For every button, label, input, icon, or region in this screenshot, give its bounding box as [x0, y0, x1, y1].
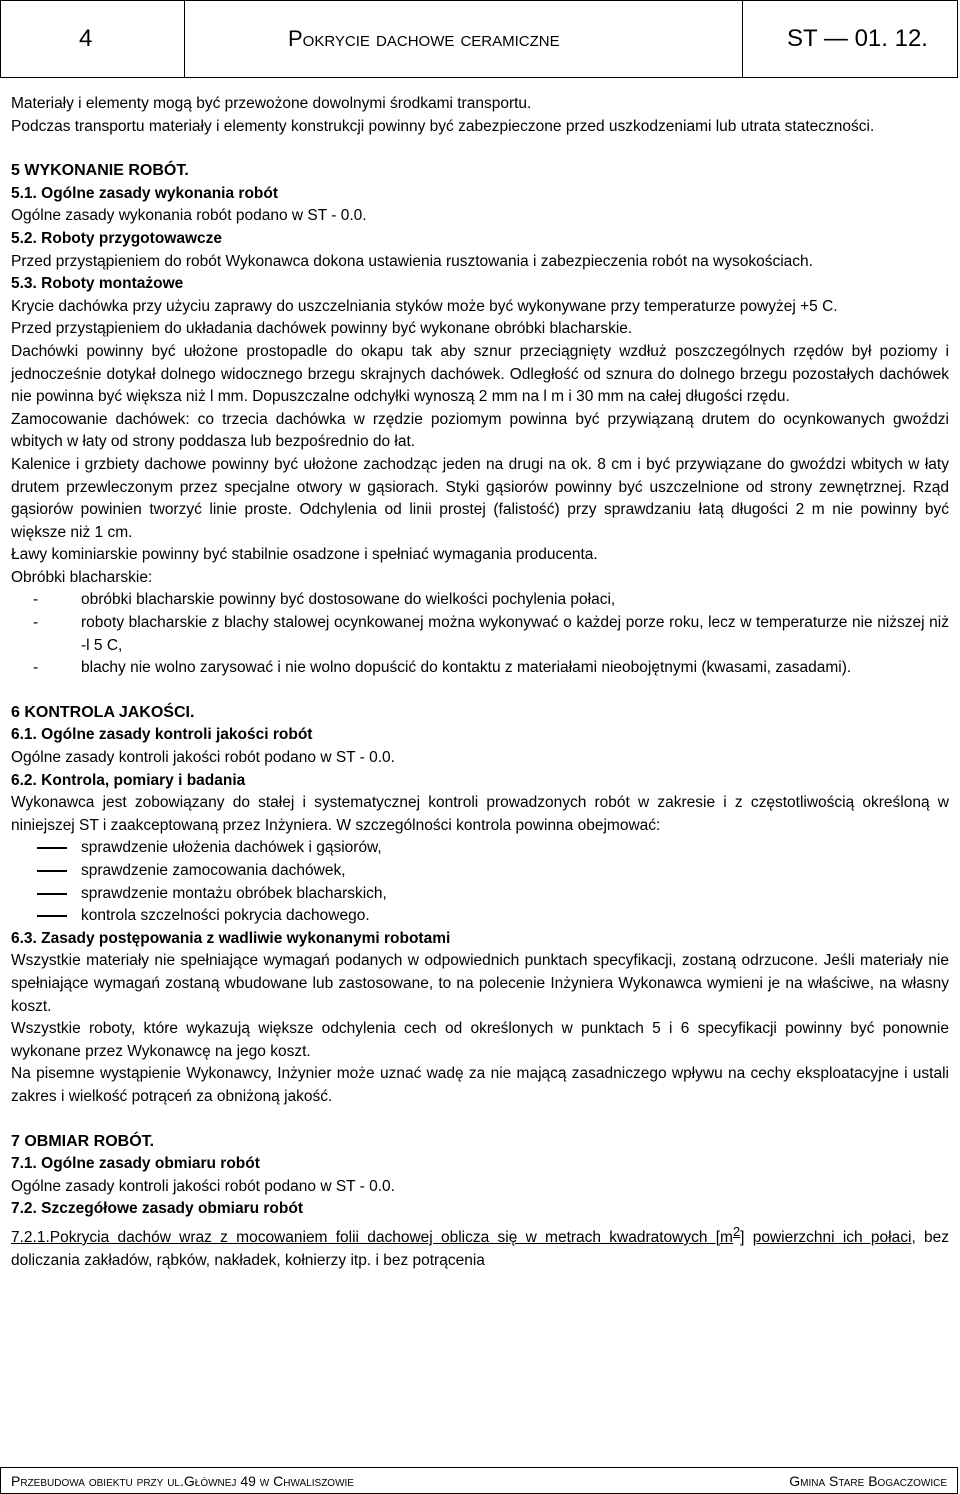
- subsection-heading: 5.1. Ogólne zasady wykonania robót: [11, 184, 279, 202]
- subsection-heading: 7.1. Ogólne zasady obmiaru robót: [11, 1155, 260, 1173]
- subsection-heading: 5.2. Roboty przygotowawcze: [11, 229, 223, 247]
- paragraph: Podczas transportu materiały i elementy konstrukcji powinny być zabezpieczone przed uszkodzeniami lub utrata stateczności.: [11, 117, 875, 135]
- list-item: sprawdzenie zamocowania dachówek,: [11, 860, 949, 883]
- list-item: kontrola szczelności pokrycia dachowego.: [11, 905, 949, 928]
- paragraph: Ławy kominiarskie powinny być stabilnie osadzone i spełniać wymagania producenta.: [11, 546, 598, 564]
- footer-project: Przebudowa obiektu przy ul.Głównej 49 w Chwaliszowie: [11, 1472, 354, 1489]
- section-heading: 6 KONTROLA JAKOŚCI.: [11, 703, 195, 721]
- paragraph: Zamocowanie dachówek: co trzecia dachówka w rzędzie poziomym powinna być przywiązaną drutem do ocynkowanych gwoździ wbitych w łaty od strony poddasza lub bezpośrednio do łat.: [11, 410, 949, 451]
- paragraph: Wszystkie materiały nie spełniające wymagań podanych w odpowiednich punktach specyfikacji, zostaną odrzucone. Jeśli materiały nie spełniające wymagań zostaną wbudowane lub zastosowane, to na polecenie Inżyniera Wykonawca wymieni je na właściwe, na własny koszt.: [11, 952, 949, 1015]
- subsection-heading: 6.3. Zasady postępowania z wadliwie wykonanymi robotami: [11, 929, 451, 947]
- subsection-heading: 6.1. Ogólne zasady kontroli jakości robót: [11, 726, 313, 744]
- list-item: - blachy nie wolno zarysować i nie wolno dopuścić do kontaktu z materiałami nieobojętnymi (kwasami, zasadami).: [33, 659, 852, 677]
- page-header: [0, 0, 958, 78]
- subsection-heading: 6.2. Kontrola, pomiary i badania: [11, 771, 246, 789]
- paragraph: Krycie dachówka przy użyciu zaprawy do uszczelniania styków może być wykonywane przy temperaturze powyżej +5 C.: [11, 297, 838, 315]
- list-item: sprawdzenie ułożenia dachówek i gąsiorów,: [11, 837, 949, 860]
- paragraph: Ogólne zasady kontroli jakości robót podano w ST - 0.0.: [11, 1177, 395, 1195]
- subsection-heading: 7.2. Szczegółowe zasady obmiaru robót: [11, 1200, 303, 1218]
- paragraph: Dachówki powinny być ułożone prostopadle do okapu tak aby sznur przeciągnięty wzdłuż poszczególnych rzędów był poziomy i jednocześnie dotykał dolnego widocznego brzegu skrajnych dachówek. Odległość od sznura do dolnego brzegu pozostałych dachówek nie powinna być większa niż l mm. Dopuszczalne odchyłki wynoszą 2 mm na l m i 30 mm na całej długości rzędu.: [11, 342, 949, 406]
- list-item: - roboty blacharskie z blachy stalowej ocynkowanej można wykonywać o każdej porze roku, lecz w temperaturze nie niższej niż -l 5 C,: [33, 614, 949, 654]
- paragraph: Na pisemne wystąpienie Wykonawcy, Inżynier może uznać wadę za nie mającą zasadniczego wpływu na cechy eksploatacyjne i ustali zakres i wielkość potrąceń za obniżoną jakość.: [11, 1065, 949, 1105]
- list-item: - obróbki blacharskie powinny być dostosowane do wielkości pochylenia połaci,: [33, 591, 616, 609]
- page-number: 4: [1, 1, 185, 77]
- paragraph: Materiały i elementy mogą być przewożone dowolnymi środkami transportu.: [11, 95, 532, 112]
- subsection-heading: 5.3. Roboty montażowe: [11, 275, 184, 293]
- list-item: sprawdzenie montażu obróbek blacharskich,: [11, 883, 949, 906]
- footer-investor: Gmina Stare Bogaczowice: [789, 1472, 947, 1489]
- paragraph: Obróbki blacharskie:: [11, 568, 153, 586]
- paragraph: Ogólne zasady wykonania robót podano w ST - 0.0.: [11, 207, 367, 225]
- spec-code: ST — 01. 12.: [787, 25, 928, 52]
- paragraph: Wykonawca jest zobowiązany do stałej i systematycznej kontroli prowadzonych robót w zakresie i z częstotliwością określoną w niniejszej ST i zaakceptowaną przez Inżyniera. W szczególności kontrola powinna obejmować:: [11, 794, 949, 834]
- paragraph: Przed przystąpieniem do układania dachówek powinny być wykonane obróbki blacharskie.: [11, 320, 633, 338]
- section-heading: 7 OBMIAR ROBÓT.: [11, 1132, 155, 1150]
- document-title: Pokrycie dachowe ceramiczne: [185, 1, 743, 77]
- paragraph: Ogólne zasady kontroli jakości robót podano w ST - 0.0.: [11, 749, 395, 767]
- section-heading: 5 WYKONANIE ROBÓT.: [11, 162, 189, 180]
- paragraph: Kalenice i grzbiety dachowe powinny być ułożone zachodząc jeden na drugi na ok. 8 cm i być przywiązane do gwoździ wbitych w łaty drutem przewleczonym przez specjalne otwory w gąsiorach. Styki gąsiorów powinny być uszczelnione od strony zewnętrznej. Rząd gąsiorów powinien tworzyć linie proste. Odchylenia od linii prostej (falistość) przy sprawdzaniu łatą długości 2 m nie powinny być większe niż 1 cm.: [11, 455, 949, 541]
- paragraph: Wszystkie roboty, które wykazują większe odchylenia cech od określonych w punktach 5 i 6 specyfikacji powinny być ponownie wykonane przez Wykonawcę na jego koszt.: [11, 1020, 949, 1060]
- paragraph: Przed przystąpieniem do robót Wykonawca dokona ustawienia rusztowania i zabezpieczenia robót na wysokościach.: [11, 252, 813, 270]
- paragraph: 7.2.1.Pokrycia dachów wraz z mocowaniem folii dachowej oblicza się w metrach kwadratowych $[m^2]$ powierzchni ich połaci, bez doliczania zakładów, rąbków, nakładek, kołnierzy itp. i bez potrącenia: [11, 1223, 949, 1269]
- document-body: [11, 93, 949, 1272]
- page-footer: [0, 1467, 958, 1494]
